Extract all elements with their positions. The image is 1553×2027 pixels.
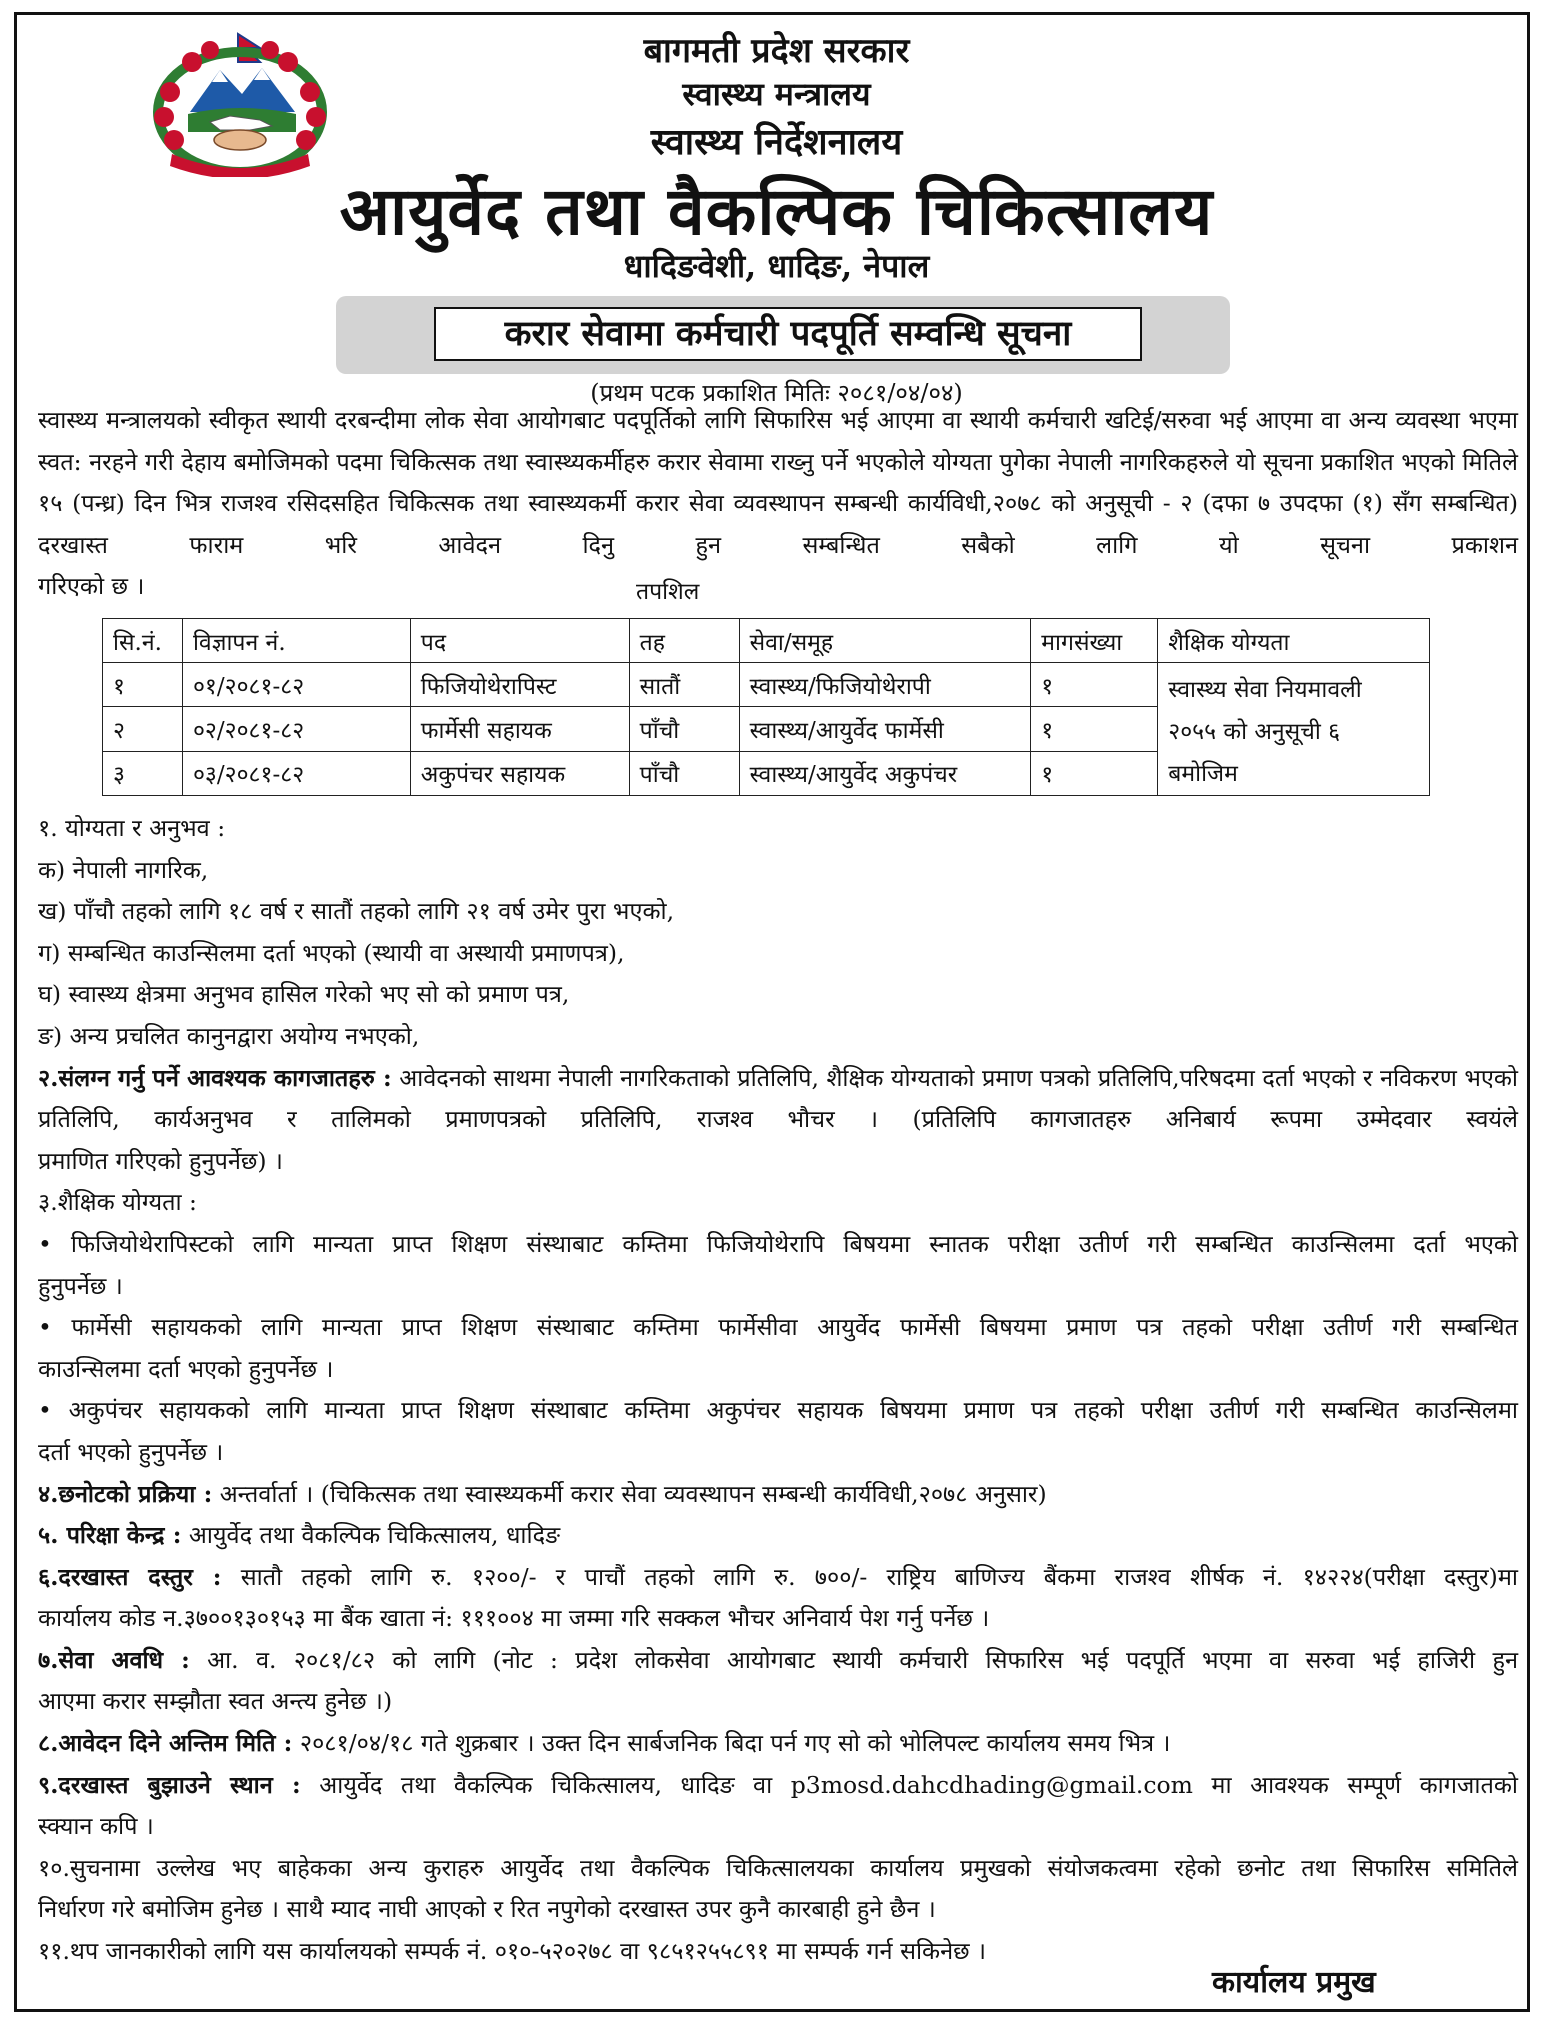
table-cell: फिजियोथेरापिस्ट (410, 663, 629, 707)
section-6-last: कार्यालय कोड न.३७००१३०१५३ मा बैंक खाता नं: १११००४ मा जम्मा गरि सक्कल भौचर अनिवार्य पेश गर्नु पर्नेछ । (38, 1604, 990, 1633)
directorate-name: स्वास्थ्य निर्देशनालय (650, 121, 903, 163)
section-5-text: आयुर्वेद तथा वैकल्पिक चिकित्सालय, धादिङ (181, 1521, 561, 1550)
section-1-title: १. योग्यता र अनुभव : (38, 814, 226, 842)
requirement-item: ङ) अन्य प्रचलित कानुनद्वारा अयोग्य नभएको, (38, 1021, 420, 1050)
section-7-label: ७.सेवा अवधि : (38, 1645, 190, 1674)
government-name: बागमती प्रदेश सरकार (643, 31, 910, 71)
section-6-text: सातौ तहको लागि रु. १२००/- र पाचौं तहको लागि रु. ७००/- राष्ट्रिय बाणिज्य बैंकमा राजश्व शीर्षक नं. १४२२४(परीक्षा दस्तुर)मा (221, 1562, 1518, 1591)
table-cell: ३ (103, 751, 183, 795)
section-7 (38, 1640, 1518, 1723)
table-cell: २ (103, 707, 183, 751)
table-cell: १ (103, 663, 183, 707)
requirement-item: ग) सम्बन्धित काउन्सिलमा दर्ता भएको (स्थायी वा अस्थायी प्रमाणपत्र), (38, 938, 625, 967)
qualification-cell (1158, 663, 1430, 796)
table-cell: सातौं (629, 663, 739, 707)
section-8-text: २०८१/०४/१८ गते शुक्रबार । उक्त दिन सार्बजनिक बिदा पर्न गए सो को भोलिपल्ट कार्यालय समय भित्र । (292, 1729, 1171, 1758)
bullet-text-last: काउन्सिलमा दर्ता भएको हुनुपर्नेछ । (38, 1354, 334, 1383)
table-cell: स्वास्थ्य/फिजियोथेरापी (739, 663, 1031, 707)
section-7-text: आ. व. २०८१/८२ को लागि (नोट : प्रदेश लोकसेवा आयोगबाट स्थायी कर्मचारी सिफारिस भई पदपूर्ति भएमा वा सरुवा भई हाजिरी हुन (189, 1645, 1518, 1674)
section-9-last: स्क्यान कपि । (38, 1812, 154, 1841)
table-cell: स्वास्थ्य/आयुर्वेद अकुपंचर (739, 751, 1031, 795)
table-cell: ०३/२०८१-८२ (182, 751, 410, 795)
bullet-text: • अकुपंचर सहायकको लागि मान्यता प्राप्त शिक्षण संस्थाबाट कम्तिमा अकुपंचर सहायक बिषयमा प्रमाण पत्र तहको परीक्षा उतीर्ण गरी सम्बन्धित काउन्सिलमा (38, 1396, 1518, 1425)
section-5-label: ५. परिक्षा केन्द्र : (38, 1521, 182, 1550)
section-4 (38, 1474, 1518, 1516)
section-4-label: ४.छनोटको प्रक्रिया : (38, 1479, 213, 1508)
published-date: (प्रथम पटक प्रकाशित मितिः २०८१/०४/०४) (590, 379, 963, 407)
qualification-line: स्वास्थ्य सेवा नियमावली (1168, 677, 1362, 703)
bullet-text-last: दर्ता भएको हुनुपर्नेछ । (38, 1437, 224, 1466)
intro-text: स्वास्थ्य मन्त्रालयको स्वीकृत स्थायी दरबन्दीमा लोक सेवा आयोगबाट पदपूर्तिको लागि सिफारिस भई आएमा वा स्थायी कर्मचारी खटिई/सरुवा भई आएमा वा अन्य व्यवस्था भएमा स्वत: नरहने गरी देहाय बमोजिमको पदमा चिकित्सक तथा स्वास्थ्यकर्मीहरु करार सेवामा राख्नु पर्ने भएकोले योग्यता पुगेका नेपाली नागरिकहरुले यो सूचना प्रकाशित भएको मितिले १५ (पन्ध्र) दिन भित्र राजश्व रसिदसहित चिकित्सक तथा स्वास्थ्यकर्मी करार सेवा व्यवस्थापन सम्बन्धी कार्यविधी,२०७८ को अनुसूची - २ (दफा ७ उपदफा (१) सँग सम्बन्धित) दरखास्त फाराम भरि आवेदन दिनु हुन सम्बन्धित सबैको लागि यो सूचना प्रकाशन (38, 406, 1518, 559)
qualification-line: बमोजिम (1168, 761, 1238, 787)
section-2-text: आवेदनको साथमा नेपाली नागरिकताको प्रतिलिपि, शैक्षिक योग्यताको प्रमाण पत्रको प्रतिलिपि,परिषदमा दर्ता भएको र नविकरण भएको प्रतिलिपि, कार्यअनुभव र तालिमको प्रमाणपत्रको प्रतिलिपि, राजश्व भौचर । (प्रतिलिपि कागजातहरु अनिबार्य रूपमा उम्मेदवार स्वयंले (38, 1063, 1518, 1134)
column-header: तह (629, 619, 739, 663)
table-header-row (103, 619, 1430, 663)
section-8 (38, 1723, 1518, 1765)
vacancy-table (102, 618, 1430, 796)
section-8-label: ८.आवेदन दिने अन्तिम मिति : (38, 1729, 293, 1758)
bullet-text: • फार्मेसी सहायकको लागि मान्यता प्राप्त शिक्षण संस्थाबाट कम्तिमा फार्मेसीवा आयुर्वेद फार्मेसी बिषयमा प्रमाण पत्र तहको परीक्षा उतीर्ण गरी सम्बन्धित (38, 1313, 1518, 1342)
table-cell: १ (1031, 751, 1158, 795)
qualification-bullet (38, 1307, 1518, 1390)
table-cell: ०२/२०८१-८२ (182, 707, 410, 751)
column-header: शैक्षिक योग्यता (1158, 619, 1430, 663)
table-cell: फार्मेसी सहायक (410, 707, 629, 751)
section-2-label: २.संलग्न गर्नु पर्ने आवश्यक कागजातहरु : (38, 1063, 392, 1092)
table-cell: स्वास्थ्य/आयुर्वेद फार्मेसी (739, 707, 1031, 751)
section-4-text: अन्तर्वार्ता । (चिकित्सक तथा स्वास्थ्यकर्मी करार सेवा व्यवस्थापन सम्बन्धी कार्यविधी,२०७८ अनुसार) (212, 1479, 1047, 1508)
bullet-text-last: हुनुपर्नेछ । (38, 1271, 123, 1300)
section-9 (38, 1765, 1518, 1848)
qualification-line: २०५५ को अनुसूची ६ (1168, 719, 1341, 745)
table-row (103, 663, 1430, 707)
section-9-text: आयुर्वेद तथा वैकल्पिक चिकित्सालय, धादिङ वा p3mosd.dahcdhading@gmail.com मा आवश्यक सम्पूर्ण कागजातको (300, 1770, 1518, 1799)
section-2 (38, 1058, 1518, 1183)
notice-title: करार सेवामा कर्मचारी पदपूर्ति सम्वन्धि सूचना (434, 307, 1142, 361)
requirement-item: घ) स्वास्थ्य क्षेत्रमा अनुभव हासिल गरेको भए सो को प्रमाण पत्र, (38, 980, 570, 1009)
requirement-item: क) नेपाली नागरिक, (38, 855, 209, 884)
bullet-text: • फिजियोथेरापिस्टको लागि मान्यता प्राप्त शिक्षण संस्थाबाट कम्तिमा फिजियोथेरापि बिषयमा स्नातक परीक्षा उतीर्ण गरी सम्बन्धित काउन्सिलमा दर्ता भएको (38, 1229, 1518, 1258)
table-cell: १ (1031, 663, 1158, 707)
table-cell: पाँचौ (629, 751, 739, 795)
column-header: मागसंख्या (1031, 619, 1158, 663)
table-cell: पाँचौ (629, 707, 739, 751)
section-2-last: प्रमाणित गरिएको हुनुपर्नेछ) । (38, 1146, 283, 1175)
notice-sections (38, 808, 1518, 1973)
column-header: विज्ञापन नं. (182, 619, 410, 663)
column-header: पद (410, 619, 629, 663)
hospital-name: आयुर्वेद तथा वैकल्पिक चिकित्सालय (339, 172, 1214, 250)
section-6-label: ६.दरखास्त दस्तुर : (38, 1562, 222, 1591)
table-caption: तपशिल (636, 579, 700, 605)
qualification-bullet (38, 1390, 1518, 1473)
section-11: ११.थप जानकारीको लागि यस कार्यालयको सम्पर्क नं. ०१०-५२०२७८ वा ९८५१२५५८९१ मा सम्पर्क गर्न सकिनेछ । (38, 1937, 986, 1966)
section-3-title: ३.शैक्षिक योग्यता : (38, 1188, 197, 1217)
column-header: सि.नं. (103, 619, 183, 663)
ministry-name: स्वास्थ्य मन्त्रालय (682, 75, 871, 113)
section-7-last: आएमा करार सम्झौता स्वत अन्त्य हुनेछ ।) (38, 1687, 393, 1716)
section-9-label: ९.दरखास्त बुझाउने स्थान : (38, 1770, 301, 1799)
table-cell: ०१/२०८१-८२ (182, 663, 410, 707)
intro-text-last: गरिएको छ । (38, 572, 145, 600)
table-cell: अकुपंचर सहायक (410, 751, 629, 795)
section-6 (38, 1557, 1518, 1640)
section-10 (38, 1848, 1518, 1931)
section-10-text: १०.सुचनामा उल्लेख भए बाहेकका अन्य कुराहरु आयुर्वेद तथा वैकल्पिक चिकित्सालयका कार्यालय प्रमुखको संयोजकत्वमा रहेको छनोट तथा सिफारिस समितिले (38, 1853, 1518, 1882)
table-cell: १ (1031, 707, 1158, 751)
qualification-bullet (38, 1224, 1518, 1307)
column-header: सेवा/समूह (739, 619, 1031, 663)
intro-paragraph (38, 400, 1518, 608)
section-5 (38, 1515, 1518, 1557)
requirement-item: ख) पाँचौ तहको लागि १८ वर्ष र सातौं तहको लागि २१ वर्ष उमेर पुरा भएको, (38, 897, 675, 926)
section-10-last: निर्धारण गरे बमोजिम हुनेछ । साथै म्याद नाघी आएको र रित नपुगेको दरखास्त उपर कुनै कारबाही हुने छैन । (38, 1895, 936, 1924)
hospital-address: धादिङवेशी, धादिङ, नेपाल (623, 247, 930, 285)
signature-office-chief: कार्यालय प्रमुख (1212, 1965, 1376, 2000)
